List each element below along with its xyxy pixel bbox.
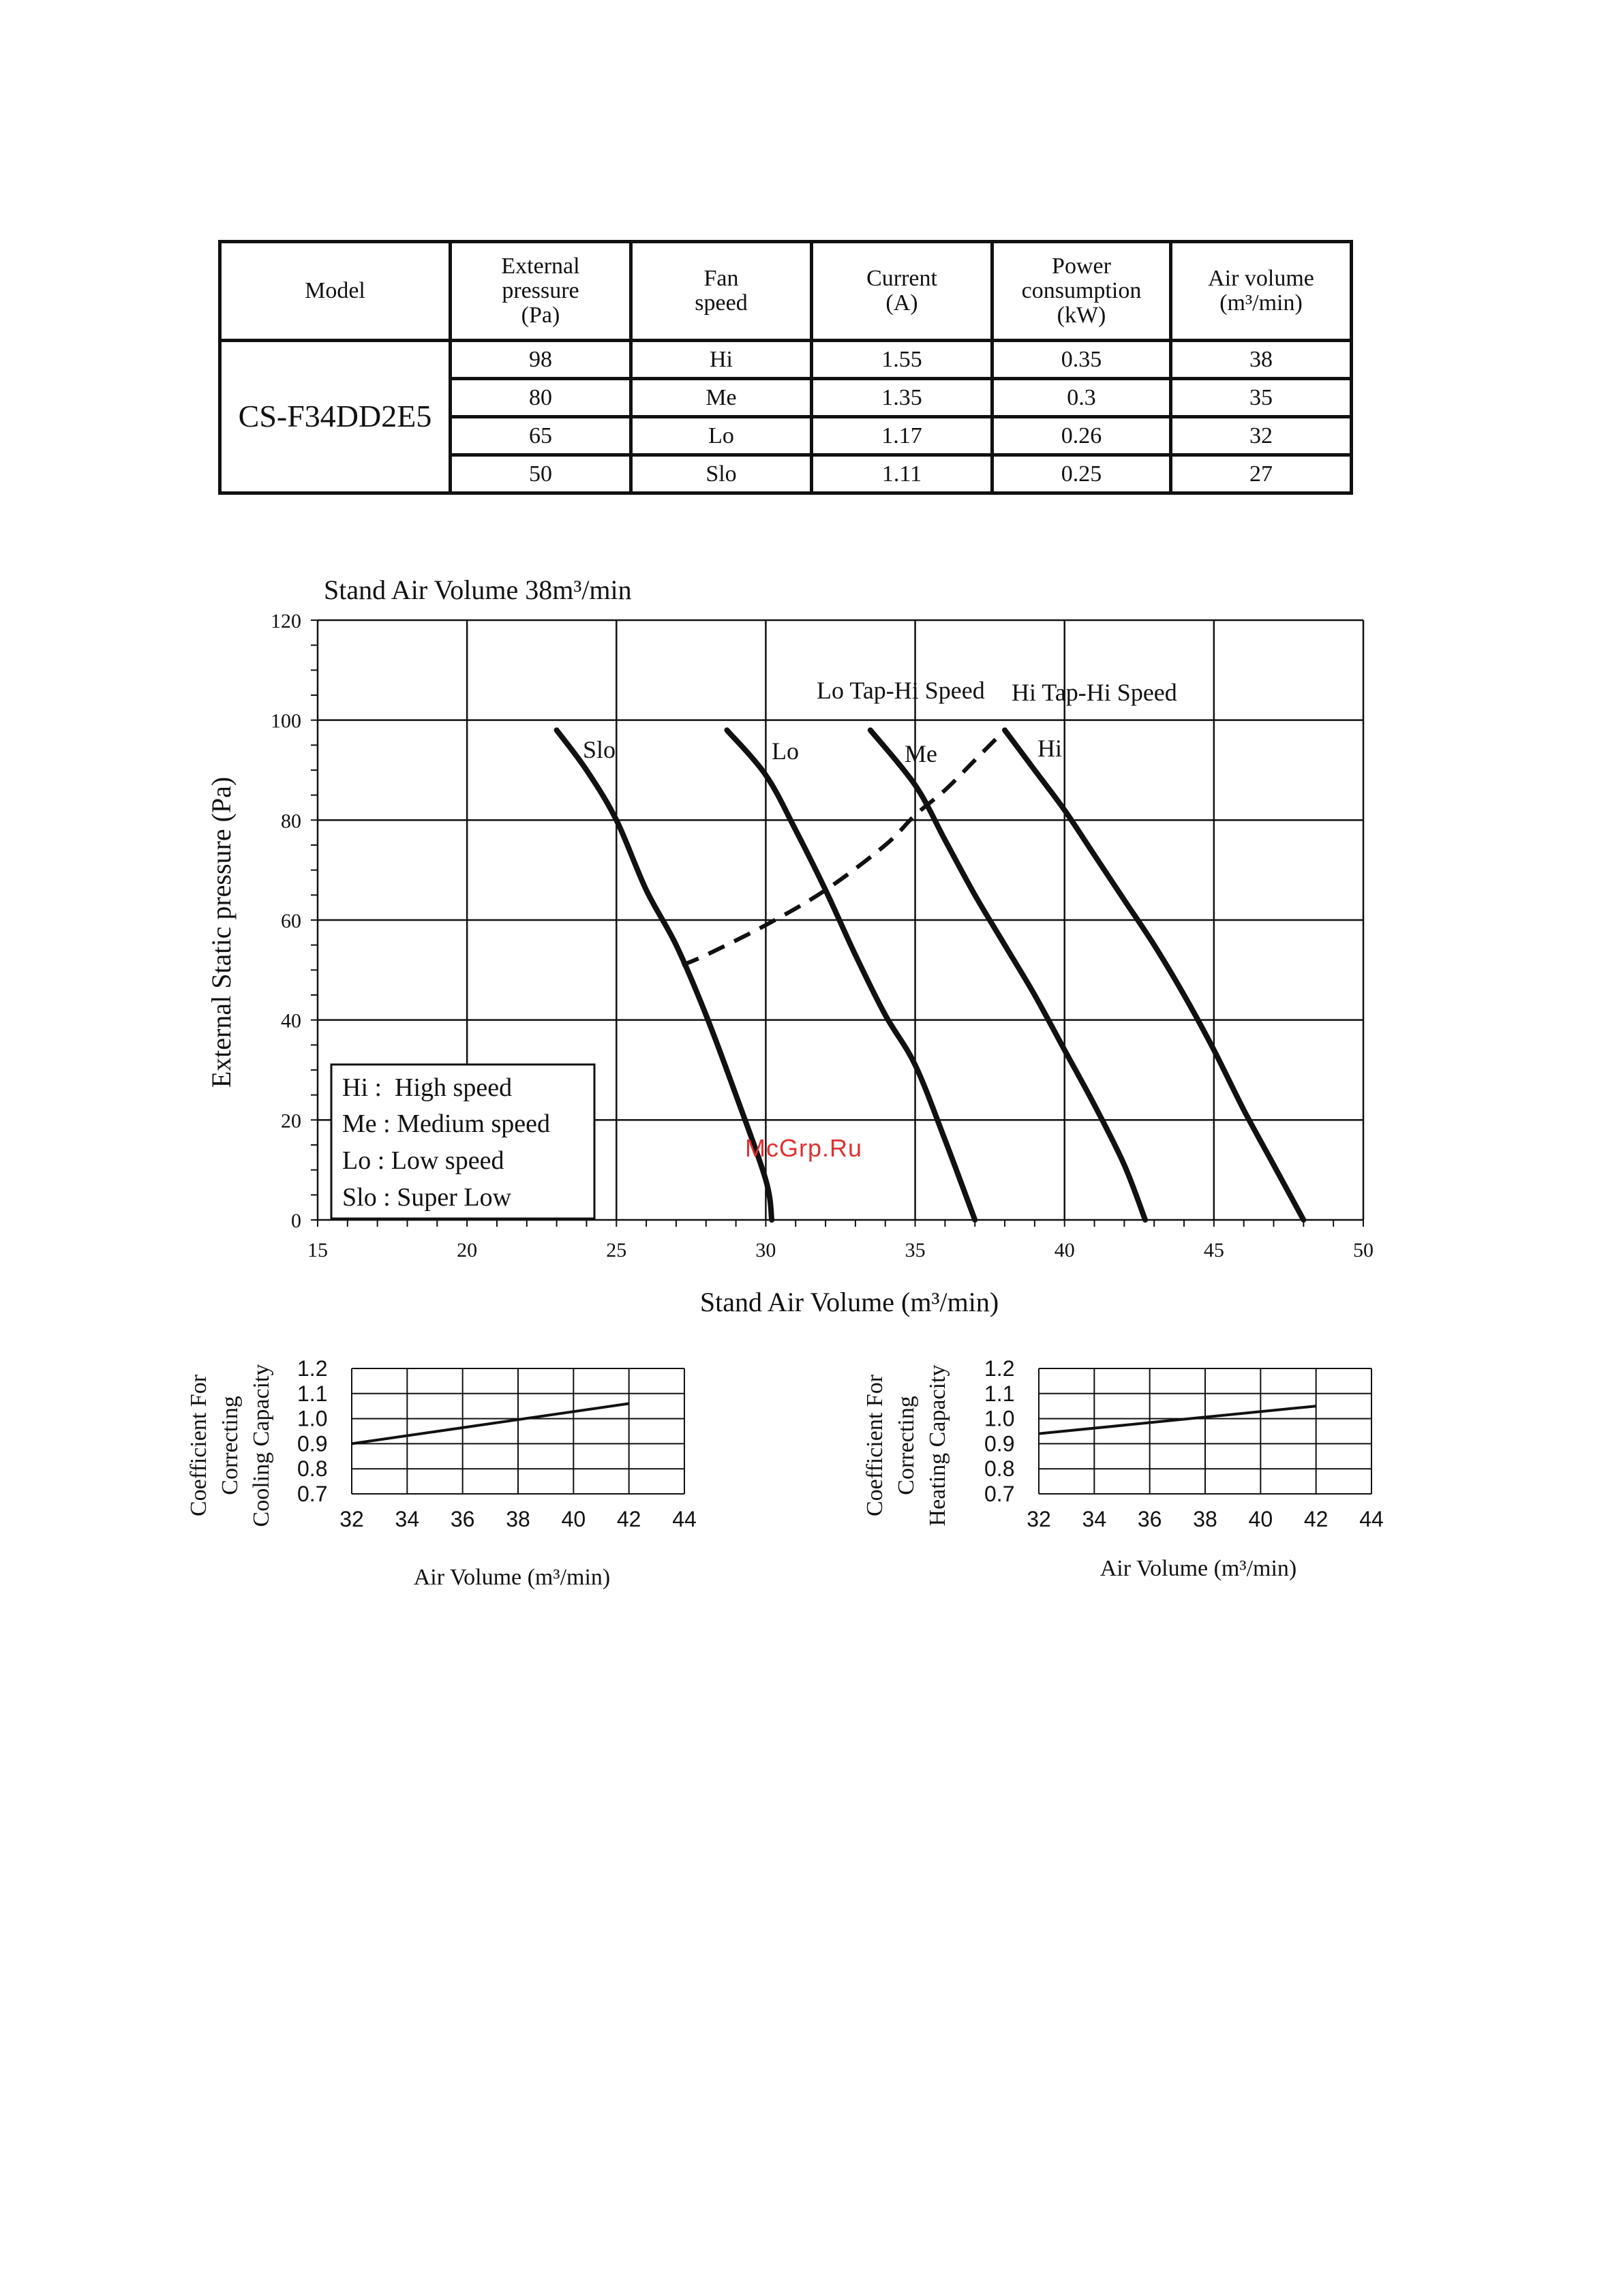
header-line: (Pa) (521, 302, 560, 328)
cooling-ylabel-line: Cooling Capacity (249, 1364, 274, 1527)
table-cell: 0.25 (992, 455, 1171, 493)
model-cell: CS-F34DD2E5 (220, 341, 451, 493)
legend-entry: Hi : High speed (342, 1073, 513, 1102)
legend-entry: Me : Medium speed (342, 1109, 551, 1138)
main-chart-title: Stand Air Volume 38m³/min (324, 575, 632, 605)
table-cell: 80 (451, 379, 631, 417)
x-tick-label: 15 (307, 1239, 328, 1261)
header-line: Power (1052, 254, 1111, 279)
x-tick-label: 20 (457, 1239, 478, 1261)
table-cell: Slo (631, 455, 812, 493)
curve-me (870, 730, 1145, 1220)
main-chart-curves (557, 730, 1304, 1220)
series-label-hi: Hi (1037, 735, 1062, 762)
x-tick-label: 32 (1027, 1507, 1051, 1531)
table-cell: 65 (451, 417, 631, 455)
cooling-xlabel: Air Volume (m³/min) (413, 1565, 611, 1590)
annotation-lo-tap-hi-speed: Lo Tap-Hi Speed (817, 677, 985, 704)
table-cell: Me (631, 379, 812, 417)
table-cell: 50 (451, 455, 631, 493)
heating-xlabel: Air Volume (m³/min) (1099, 1556, 1297, 1581)
y-tick-label: 0.9 (984, 1431, 1015, 1456)
table-cell: 0.35 (992, 341, 1171, 379)
table-cell: 32 (1171, 417, 1352, 455)
heating-ylabel-line: Coefficient For (862, 1374, 888, 1517)
table-cell: 98 (451, 341, 631, 379)
x-tick-label: 40 (1248, 1507, 1273, 1531)
header-model-text: Model (305, 278, 365, 304)
header-line: (kW) (1057, 302, 1106, 328)
table-cell: 35 (1171, 379, 1352, 417)
heating-ylabel-line: Correcting (894, 1396, 919, 1495)
header-line: (A) (885, 290, 918, 316)
x-tick-label: 34 (1082, 1507, 1107, 1531)
y-tick-label: 0.7 (984, 1482, 1015, 1506)
y-tick-label: 1.1 (984, 1381, 1015, 1406)
x-tick-label: 38 (1193, 1507, 1217, 1531)
y-tick-label: 1.2 (984, 1356, 1015, 1381)
x-tick-label: 42 (616, 1507, 641, 1531)
series-label-lo: Lo (772, 737, 799, 765)
x-tick-label: 32 (339, 1507, 364, 1531)
y-tick-label: 1.0 (297, 1406, 328, 1431)
x-tick-label: 36 (450, 1507, 475, 1531)
x-tick-label: 40 (561, 1507, 586, 1531)
legend-entry: Lo : Low speed (342, 1146, 504, 1175)
cooling-coefficient-chart (297, 1356, 697, 1531)
header-line: speed (695, 290, 748, 316)
annotation-hi-tap-hi-speed: Hi Tap-Hi Speed (1012, 679, 1177, 706)
main-chart-xlabel: Stand Air Volume (m³/min) (699, 1287, 999, 1317)
heating-ylabel-line: Heating Capacity (925, 1364, 950, 1527)
y-tick-label: 20 (281, 1109, 301, 1133)
table-cell: 0.3 (992, 379, 1171, 417)
table-cell: 1.17 (812, 417, 992, 455)
series-label-slo: Slo (583, 736, 616, 763)
header-line: consumption (1021, 278, 1142, 304)
series-label-me: Me (905, 740, 937, 767)
header-line: (m³/min) (1219, 290, 1303, 316)
header-line: Air volume (1208, 266, 1314, 292)
y-tick-label: 0.7 (297, 1482, 328, 1506)
table-cell: 27 (1171, 455, 1352, 493)
x-tick-label: 36 (1137, 1507, 1162, 1531)
y-tick-label: 1.0 (984, 1406, 1015, 1431)
x-tick-label: 38 (506, 1507, 530, 1531)
header-line: Current (866, 266, 937, 292)
x-tick-label: 50 (1353, 1239, 1374, 1261)
table-cell: Hi (631, 341, 812, 379)
y-tick-label: 120 (271, 610, 301, 632)
table-cell: 38 (1171, 341, 1352, 379)
header-line: Fan (703, 266, 739, 292)
cooling-ylabel-line: Correcting (217, 1396, 243, 1495)
coefficient-line (352, 1404, 629, 1444)
y-tick-label: 1.2 (297, 1356, 328, 1381)
heating-coefficient-chart (984, 1356, 1384, 1531)
main-chart-legend (331, 1065, 594, 1219)
y-tick-label: 60 (281, 910, 301, 932)
x-tick-label: 42 (1303, 1507, 1329, 1531)
y-tick-label: 0.9 (297, 1431, 328, 1456)
x-tick-label: 40 (1054, 1239, 1075, 1261)
x-tick-label: 35 (905, 1239, 926, 1261)
y-tick-label: 100 (271, 709, 301, 733)
x-tick-label: 44 (1359, 1507, 1384, 1531)
cooling-ylabel-line: Coefficient For (186, 1374, 211, 1517)
watermark: McGrp.Ru (745, 1134, 863, 1162)
y-tick-label: 0.8 (984, 1456, 1015, 1482)
y-tick-label: 0.8 (297, 1456, 328, 1482)
table-cell: 1.55 (812, 341, 992, 379)
table-cell: 0.26 (992, 417, 1171, 455)
y-tick-label: 80 (281, 810, 301, 833)
table-cell: 1.35 (812, 379, 992, 417)
y-tick-label: 0 (291, 1210, 301, 1232)
x-tick-label: 30 (755, 1239, 776, 1261)
header-line: pressure (502, 278, 579, 304)
legend-entry: Slo : Super Low (342, 1183, 512, 1212)
x-tick-label: 25 (606, 1239, 627, 1261)
y-tick-label: 1.1 (297, 1381, 328, 1406)
main-chart-ylabel: External Static pressure (Pa) (206, 776, 237, 1088)
x-tick-label: 44 (672, 1507, 697, 1531)
y-tick-label: 40 (281, 1009, 301, 1032)
coefficient-line (1039, 1406, 1316, 1433)
table-cell: 1.11 (812, 455, 992, 493)
header-line: External (501, 254, 580, 279)
table-cell: Lo (631, 417, 812, 455)
x-tick-label: 45 (1203, 1239, 1224, 1261)
curve-hi (1005, 730, 1303, 1220)
x-tick-label: 34 (395, 1507, 420, 1531)
